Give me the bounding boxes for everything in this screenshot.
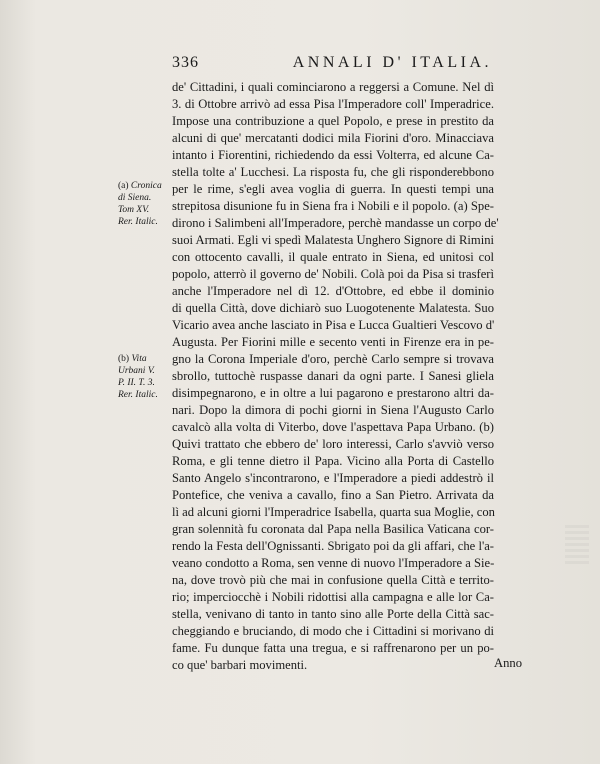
text-line: gno la Corona Imperiale d'oro, perchè Carlo sempre si trovava	[172, 352, 494, 366]
text-line: Roma, e gli tenne dietro il Papa. Vicino alla Porta di Castello	[172, 454, 494, 468]
note-line: P. II. T. 3.	[118, 378, 155, 388]
running-title: ANNALI D' ITALIA.	[292, 54, 492, 71]
text-line: di quella Città, dove dichiarò suo Luogotenente Malatesta. Suo	[172, 301, 494, 315]
main-text	[172, 79, 499, 674]
text-line: Vicario avea anche lasciato in Pisa e Lucca Gualtieri Vescovo d'	[172, 318, 495, 332]
text-line: strepitosa disunione fu in Siena fra i Nobili e il popolo. (a) Spe-	[172, 199, 494, 213]
text-line: stella tolte a' Lucchesi. La risposta fu, che gli risponderebbono	[172, 165, 494, 179]
text-line: lì ad alcuni giorni l'Imperadrice Isabella, quarta sua Moglie, con	[172, 505, 495, 519]
text-line: popolo, atterrò il governo de' Nobili. Colà poi da Pisa si trasferì	[172, 267, 494, 281]
page-number: 336	[172, 54, 199, 71]
text-line: de' Cittadini, i quali cominciarono a reggersi a Comune. Nel dì	[172, 80, 494, 94]
text-line: rendo la Festa dell'Ognissanti. Sbrigato poi da gli affari, che l'a-	[172, 539, 494, 553]
note-mark: (b)	[118, 354, 130, 364]
text-line: intanto i Fiorentini, richiedendo da essi Volterra, ed alcune Ca-	[172, 148, 494, 162]
text-line: Quivi trattato che ebbero de' loro interessi, Carlo s'avviò verso	[172, 437, 494, 451]
text-line: stella, venivano di tanto in tanto sino alle Porte della Città sac-	[172, 607, 494, 621]
text-line: Augusta. Per Fiorini mille e secento venti in Firenze era in pe-	[172, 335, 494, 349]
text-line: Pontefice, che veniva a cavallo, fino a San Pietro. Arrivata da	[172, 488, 494, 502]
text-line: fame. Fu dunque fatta una tregua, e si raffrenarono per un po-	[172, 641, 494, 655]
note-line: Urbani V.	[118, 366, 155, 376]
text-line: co que' barbari movimenti.	[172, 658, 308, 672]
text-line: cavalcò alla volta di Viterbo, dove l'aspettava Papa Urbano. (b)	[172, 420, 494, 434]
text-line: Impose una contribuzione a quel Popolo, e prese in prestito da	[172, 114, 494, 128]
marginal-note-b	[118, 353, 178, 401]
text-line: rio; imperciocchè i Nobili ridottisi alla campagna e alle lor Ca-	[172, 590, 494, 604]
text-line: gran solennità fu coronata dal Papa nella Basilica Vaticana cor-	[172, 522, 494, 536]
text-line: suoi Armati. Egli vi spedì Malatesta Unghero Signore di Rimini	[172, 233, 494, 247]
text-line: con ottocento cavalli, il quale entrato in Siena, ed unitosi col	[172, 250, 494, 264]
text-line: per le rime, s'egli avea voglia di guerra. In questi tempi una	[172, 182, 494, 196]
text-line: cheggiando e bruciando, di modo che i Cittadini si morivano di	[172, 624, 494, 638]
text-line: sbrollo, tuttochè ruspasse danari da ogni parte. I Sanesi gliela	[172, 369, 494, 383]
catchword: Anno	[494, 656, 522, 670]
note-line: Rer. Italic.	[118, 217, 158, 227]
marginal-note-a	[118, 180, 178, 228]
text-line: dirono i Salimbeni all'Imperadore, perchè mandasse un corpo de'	[172, 216, 499, 230]
text-line: alcuni di que' mercatanti dodici mila Fiorini d'oro. Minacciava	[172, 131, 494, 145]
text-line: 3. di Ottobre arrivò ad essa Pisa l'Imperadore coll' Imperadrice.	[172, 97, 494, 111]
note-line: Cronica	[130, 181, 162, 191]
bleed-through-mark	[565, 525, 589, 565]
note-line: Tom XV.	[118, 205, 150, 215]
text-line: veano condotto a Roma, sen venne di nuovo l'Imperadore a Sie-	[172, 556, 495, 570]
note-line: di Siena.	[118, 193, 152, 203]
text-line: na, dove trovò più che mai in confusione quella Città e territo-	[172, 573, 494, 587]
note-line: Vita	[131, 354, 147, 364]
text-line: anche l'Imperadore nel dì 12. d'Ottobre, ed ebbe il dominio	[172, 284, 494, 298]
text-line: nari. Dopo la dimora di pochi giorni in Siena l'Augusto Carlo	[172, 403, 494, 417]
note-line: Rer. Italic.	[118, 390, 158, 400]
note-mark: (a)	[118, 181, 129, 191]
text-line: disimpegnarono, e in oltre a lui pagarono e prestarono altri da-	[172, 386, 494, 400]
text-line: Santo Angelo s'incontrarono, e l'Imperadore a piedi addestrò il	[172, 471, 494, 485]
